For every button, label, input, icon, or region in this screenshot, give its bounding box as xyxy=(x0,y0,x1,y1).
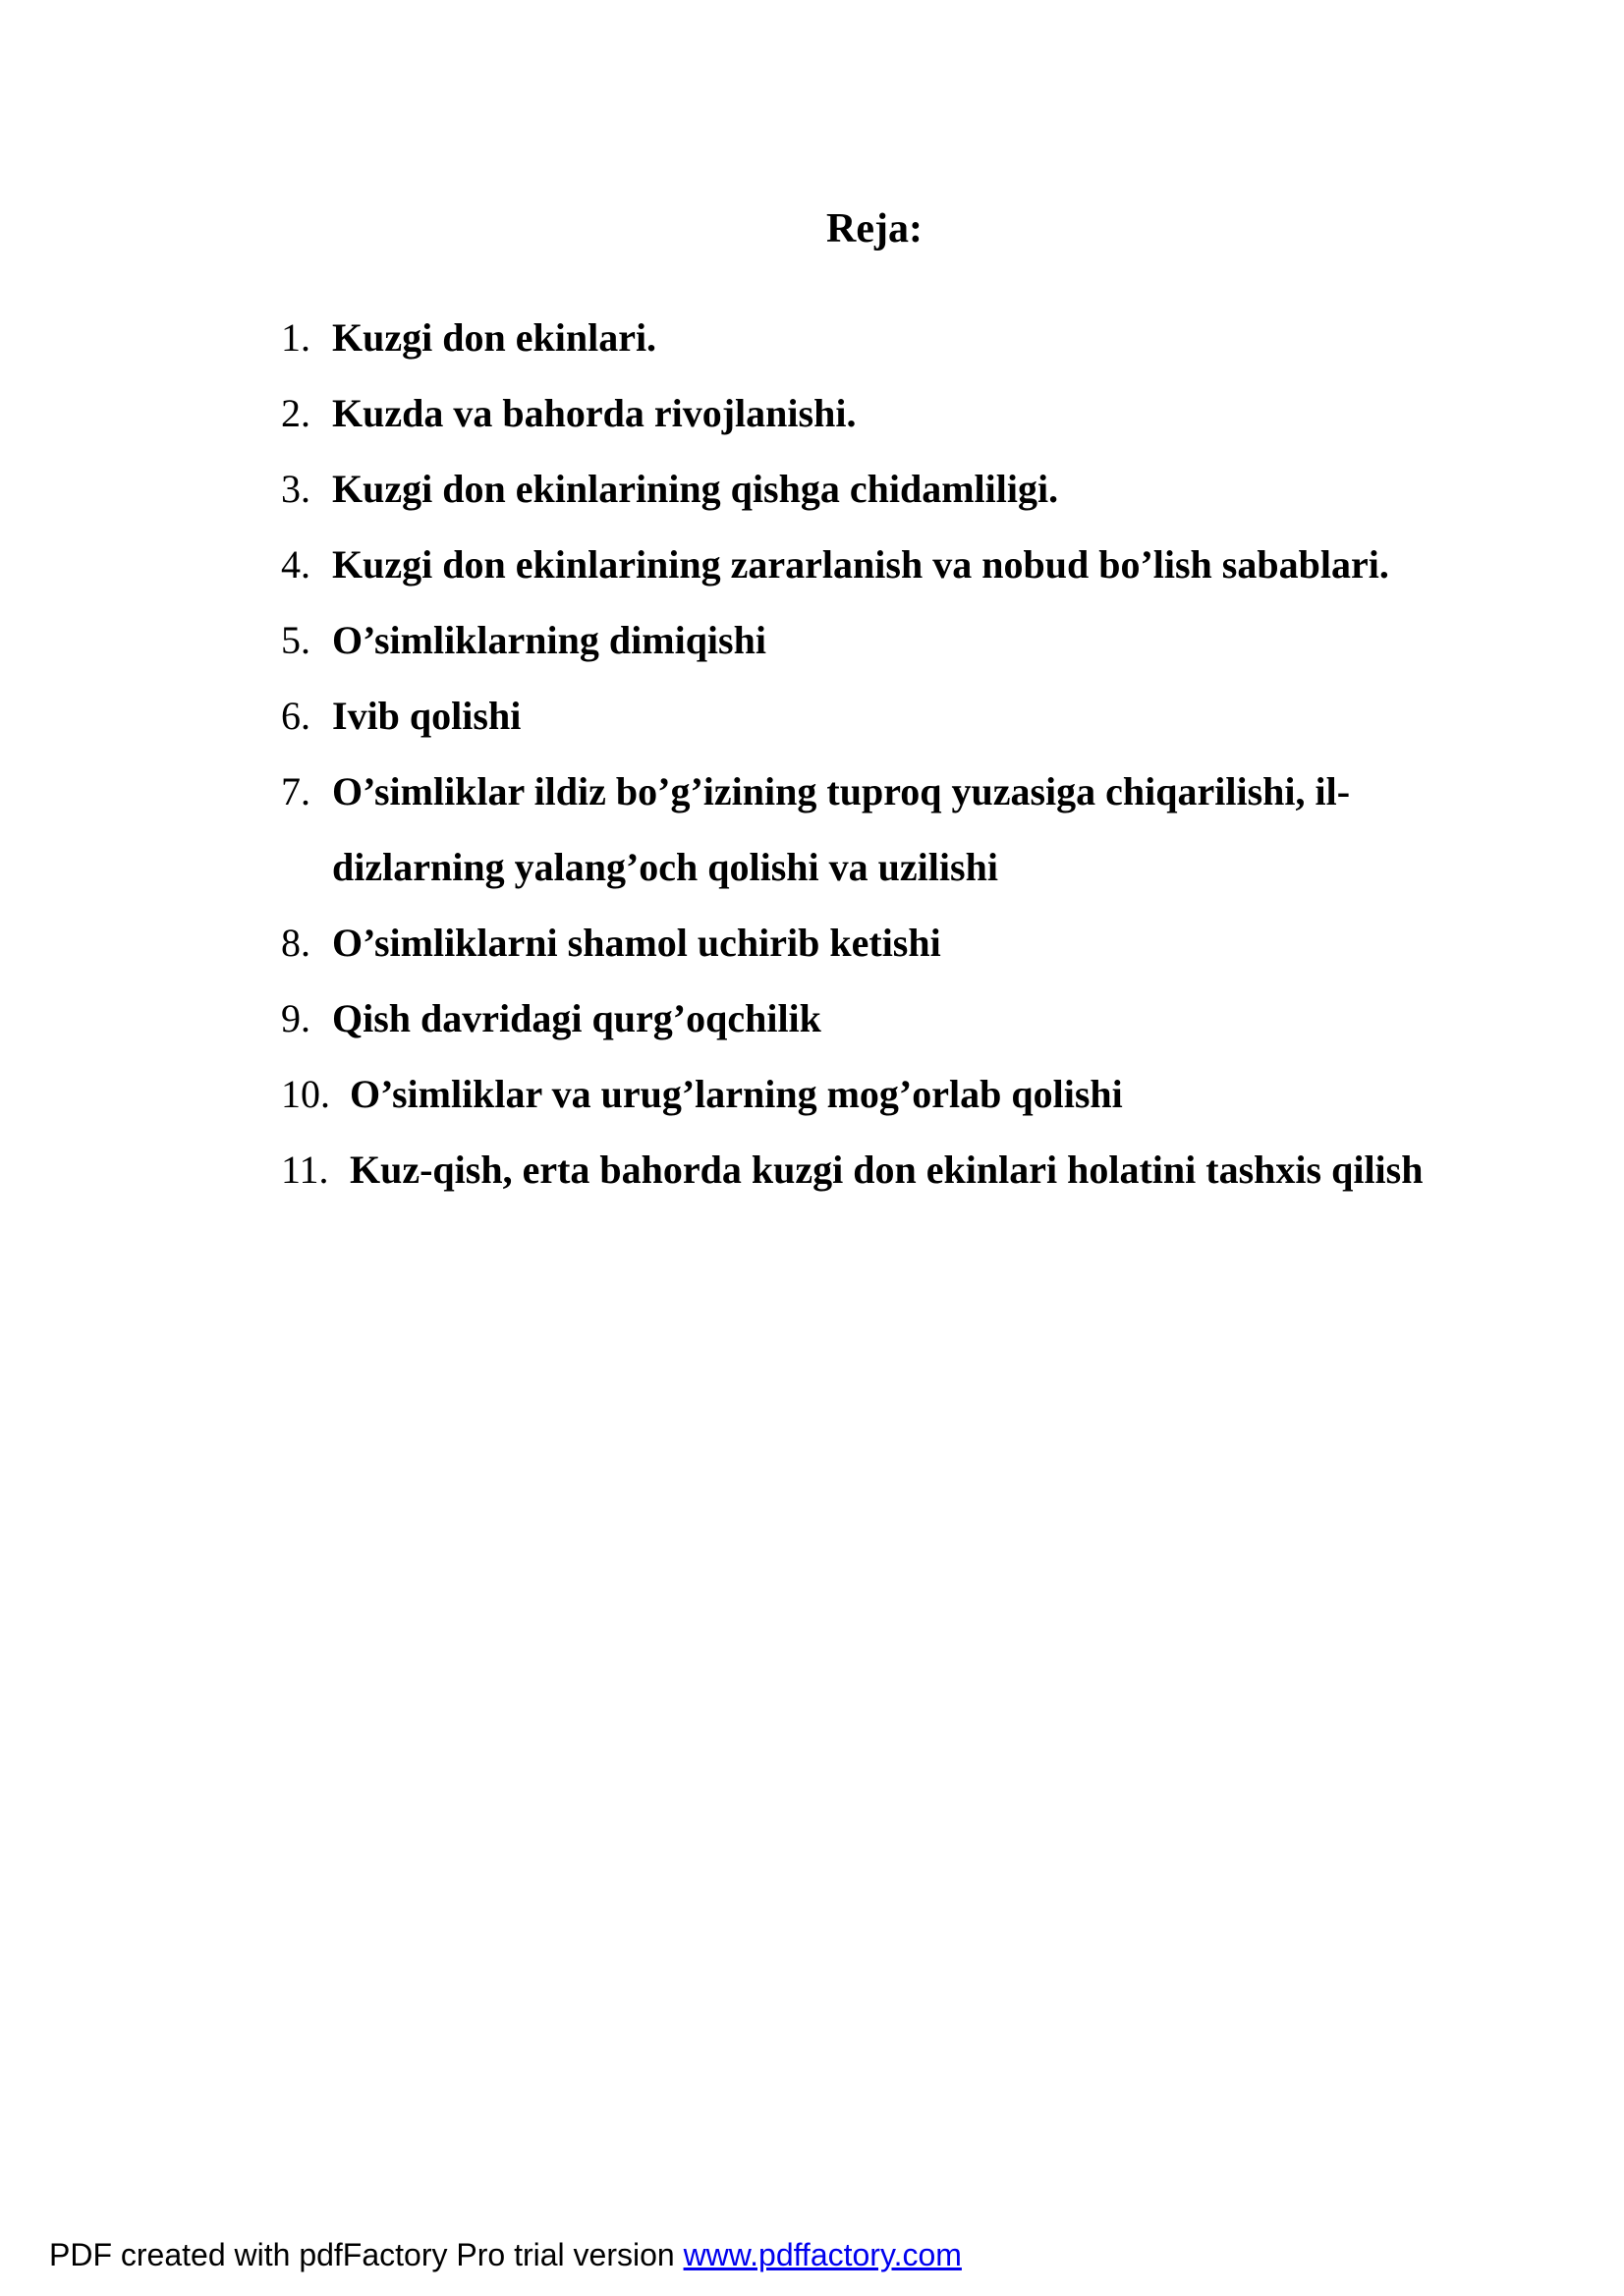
item-number: 9. xyxy=(281,996,310,1040)
page-title: Reja: xyxy=(826,206,923,252)
item-text: Kuzda va bahorda rivojlanishi. xyxy=(332,391,857,435)
item-text: O’simliklarning dimiqishi xyxy=(332,618,766,662)
footer-text: PDF created with pdfFactory Pro trial version xyxy=(49,2237,684,2272)
list-item xyxy=(281,1132,1558,1207)
item-number: 1. xyxy=(281,315,310,360)
plan-list xyxy=(281,300,1558,1207)
item-number: 10. xyxy=(281,1072,330,1116)
item-number: 7. xyxy=(281,769,310,813)
item-text: Kuz-qish, erta bahorda kuzgi don ekinlari holatini tashxis qilish xyxy=(350,1148,1424,1192)
list-item xyxy=(281,375,1558,451)
item-number: 11. xyxy=(281,1148,329,1192)
pdf-footer xyxy=(49,2235,962,2274)
list-item xyxy=(281,1056,1558,1132)
item-number: 3. xyxy=(281,467,310,511)
item-text: O’simliklarni shamol uchirib ketishi xyxy=(332,921,941,965)
footer-link[interactable]: www.pdffactory.com xyxy=(683,2237,962,2272)
item-number: 5. xyxy=(281,618,310,662)
item-text: Qish davridagi qurg’oqchilik xyxy=(332,996,821,1040)
item-text: Ivib qolishi xyxy=(332,694,522,738)
item-number: 4. xyxy=(281,542,310,587)
list-item xyxy=(281,754,1558,905)
list-item xyxy=(281,451,1558,527)
list-item xyxy=(281,905,1558,980)
list-item xyxy=(281,678,1558,754)
list-item xyxy=(281,980,1558,1056)
item-number: 2. xyxy=(281,391,310,435)
item-number: 8. xyxy=(281,921,310,965)
list-item xyxy=(281,300,1558,375)
item-text: Kuzgi don ekinlari. xyxy=(332,315,657,360)
item-text: Kuzgi don ekinlarining zararlanish va nobud bo’lish sabablari. xyxy=(332,542,1389,587)
item-text: Kuzgi don ekinlarining qishga chidamliligi. xyxy=(332,467,1059,511)
item-text: O’simliklar ildiz bo’g’izining tuproq yuzasiga chiqarilishi, il-dizlarning yalang’och qolishi va uzilishi xyxy=(332,769,1351,889)
list-item xyxy=(281,527,1558,602)
list-item xyxy=(281,602,1558,678)
item-text: O’simliklar va urug’larning mog’orlab qolishi xyxy=(350,1072,1123,1116)
item-number: 6. xyxy=(281,694,310,738)
